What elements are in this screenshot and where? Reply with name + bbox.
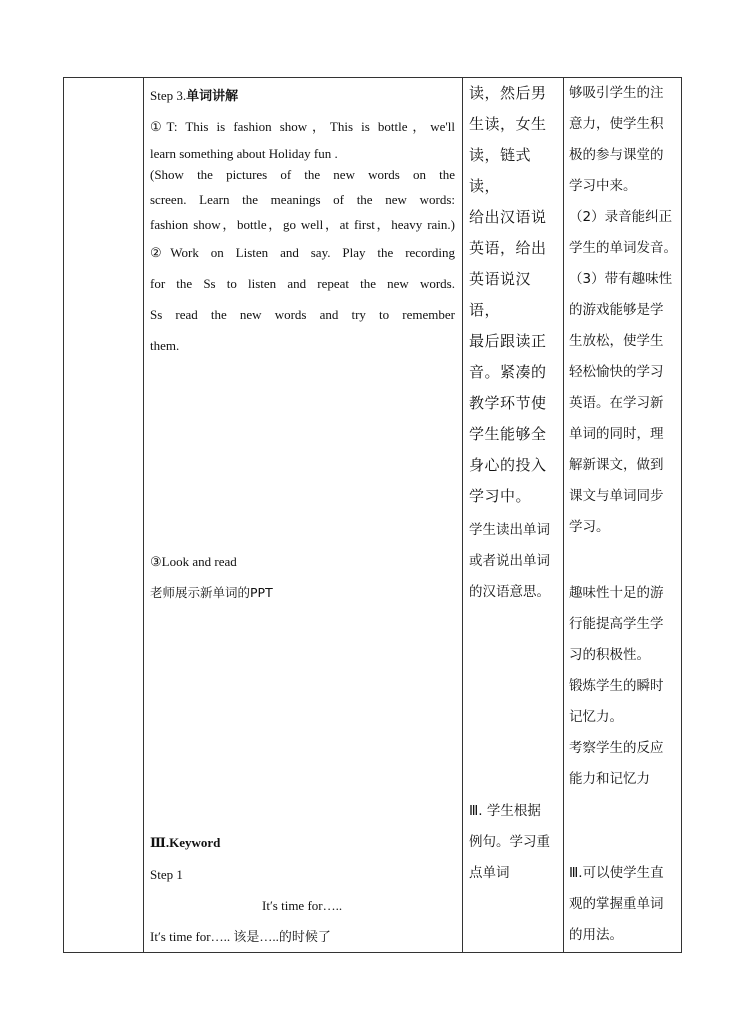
activity-block-1 bbox=[469, 78, 561, 512]
text-line: 的游戏能够是学 bbox=[569, 302, 664, 318]
text-line: 记忆力。 bbox=[569, 709, 623, 725]
activity-block-2 bbox=[469, 515, 561, 608]
sentence-pattern-meaning bbox=[150, 925, 331, 949]
purpose-block-2 bbox=[569, 578, 681, 795]
text-line: 音。紧凑的 bbox=[469, 363, 547, 381]
sentence-pattern-meaning-text: It′s time for….. 该是…..的时候了 bbox=[150, 929, 331, 944]
text-line: 生放松，使学生 bbox=[569, 333, 664, 349]
text-line: Ⅲ.可以使学生直 bbox=[569, 865, 664, 881]
text-line: 解新课文，做到 bbox=[569, 457, 664, 473]
text-line: 习的积极性。 bbox=[569, 647, 650, 663]
table-cell-stage bbox=[64, 78, 143, 952]
text-line: 考察学生的反应 bbox=[569, 740, 664, 756]
text-line: them. bbox=[150, 338, 180, 353]
text-line: Ⅲ. 学生根据 bbox=[469, 803, 541, 819]
sentence-pattern: It′s time for….. bbox=[262, 898, 343, 913]
text-line: 轻松愉快的学习 bbox=[569, 364, 664, 380]
look-and-read: ③Look and read bbox=[150, 554, 237, 569]
text-line: fashion show，bottle，go well，at first，heavy rain.) bbox=[150, 217, 455, 232]
lesson-table bbox=[63, 77, 682, 953]
text-line: 教学环节使 bbox=[469, 394, 547, 412]
text-line: 读，然后男 bbox=[469, 84, 547, 102]
text-line: 读，链式读， bbox=[469, 146, 532, 195]
text-line: 给出汉语说 bbox=[469, 208, 547, 226]
text-line: 英语。在学习新 bbox=[569, 395, 664, 411]
text-line: ②Work on Listen and say. Play the recording bbox=[150, 245, 455, 260]
text-line: 生读，女生 bbox=[469, 115, 547, 133]
text-line: 趣味性十足的游 bbox=[569, 585, 664, 601]
text-line: 单词的同时，理 bbox=[569, 426, 664, 442]
text-line: 英语说汉语， bbox=[469, 270, 532, 319]
text-line: 锻炼学生的瞬时 bbox=[569, 678, 664, 694]
step-title bbox=[150, 80, 238, 112]
text-line: 学习。 bbox=[569, 519, 610, 535]
purpose-block-1 bbox=[569, 78, 681, 543]
text-line: (Show the pictures of the new words on the bbox=[150, 167, 455, 182]
text-line: 学生读出单词 bbox=[469, 522, 550, 538]
text-line: 够吸引学生的注 bbox=[569, 85, 664, 101]
table-cell-procedure bbox=[144, 78, 462, 952]
text-line: ①T: This is fashion show，This is bottle，we'll bbox=[150, 119, 455, 134]
ppt-instruction: 老师展示新单词的PPT bbox=[150, 585, 273, 600]
text-line: 英语，给出 bbox=[469, 239, 547, 257]
text-line: 观的掌握重单词 bbox=[569, 896, 664, 912]
text-line: 学习中来。 bbox=[569, 178, 637, 194]
text-line: Ss read the new words and try to remember bbox=[150, 307, 455, 322]
text-line: 的汉语意思。 bbox=[469, 584, 550, 600]
step-title-bold: 单词讲解 bbox=[186, 89, 239, 104]
text-line: 最后跟读正 bbox=[469, 332, 547, 350]
table-cell-student-activity bbox=[463, 78, 563, 952]
keyword-heading: Ⅲ.Keyword bbox=[150, 835, 221, 850]
step-1-label: Step 1 bbox=[150, 867, 183, 882]
step-title-prefix: Step 3. bbox=[150, 88, 187, 103]
paragraph-show-pictures bbox=[150, 162, 455, 238]
text-line: 点单词 bbox=[469, 865, 510, 881]
text-line: 的用法。 bbox=[569, 927, 623, 943]
text-line: 或者说出单词 bbox=[469, 553, 550, 569]
text-line: 学习中。 bbox=[469, 487, 532, 505]
text-line: 能力和记忆力 bbox=[569, 771, 650, 787]
activity-block-3 bbox=[469, 796, 561, 889]
text-line: 学生的单词发音。 bbox=[569, 240, 677, 256]
text-line: （2）录音能纠正 bbox=[569, 209, 673, 225]
text-line: 意力，使学生积 bbox=[569, 116, 664, 132]
purpose-block-3 bbox=[569, 858, 681, 951]
text-line: for the Ss to listen and repeat the new words. bbox=[150, 276, 455, 291]
text-line: screen. Learn the meanings of the new words: bbox=[150, 192, 455, 207]
text-line: 行能提高学生学 bbox=[569, 616, 664, 632]
paragraph-listen-say bbox=[150, 237, 455, 361]
text-line: learn something about Holiday fun . bbox=[150, 146, 338, 161]
text-line: 课文与单词同步 bbox=[569, 488, 664, 504]
text-line: （3）带有趣味性 bbox=[569, 271, 673, 287]
table-cell-design-purpose bbox=[564, 78, 681, 952]
paragraph-intro bbox=[150, 111, 455, 166]
text-line: 学生能够全 bbox=[469, 425, 547, 443]
text-line: 身心的投入 bbox=[469, 456, 547, 474]
text-line: 例句。学习重 bbox=[469, 834, 550, 850]
text-line: 极的参与课堂的 bbox=[569, 147, 664, 163]
